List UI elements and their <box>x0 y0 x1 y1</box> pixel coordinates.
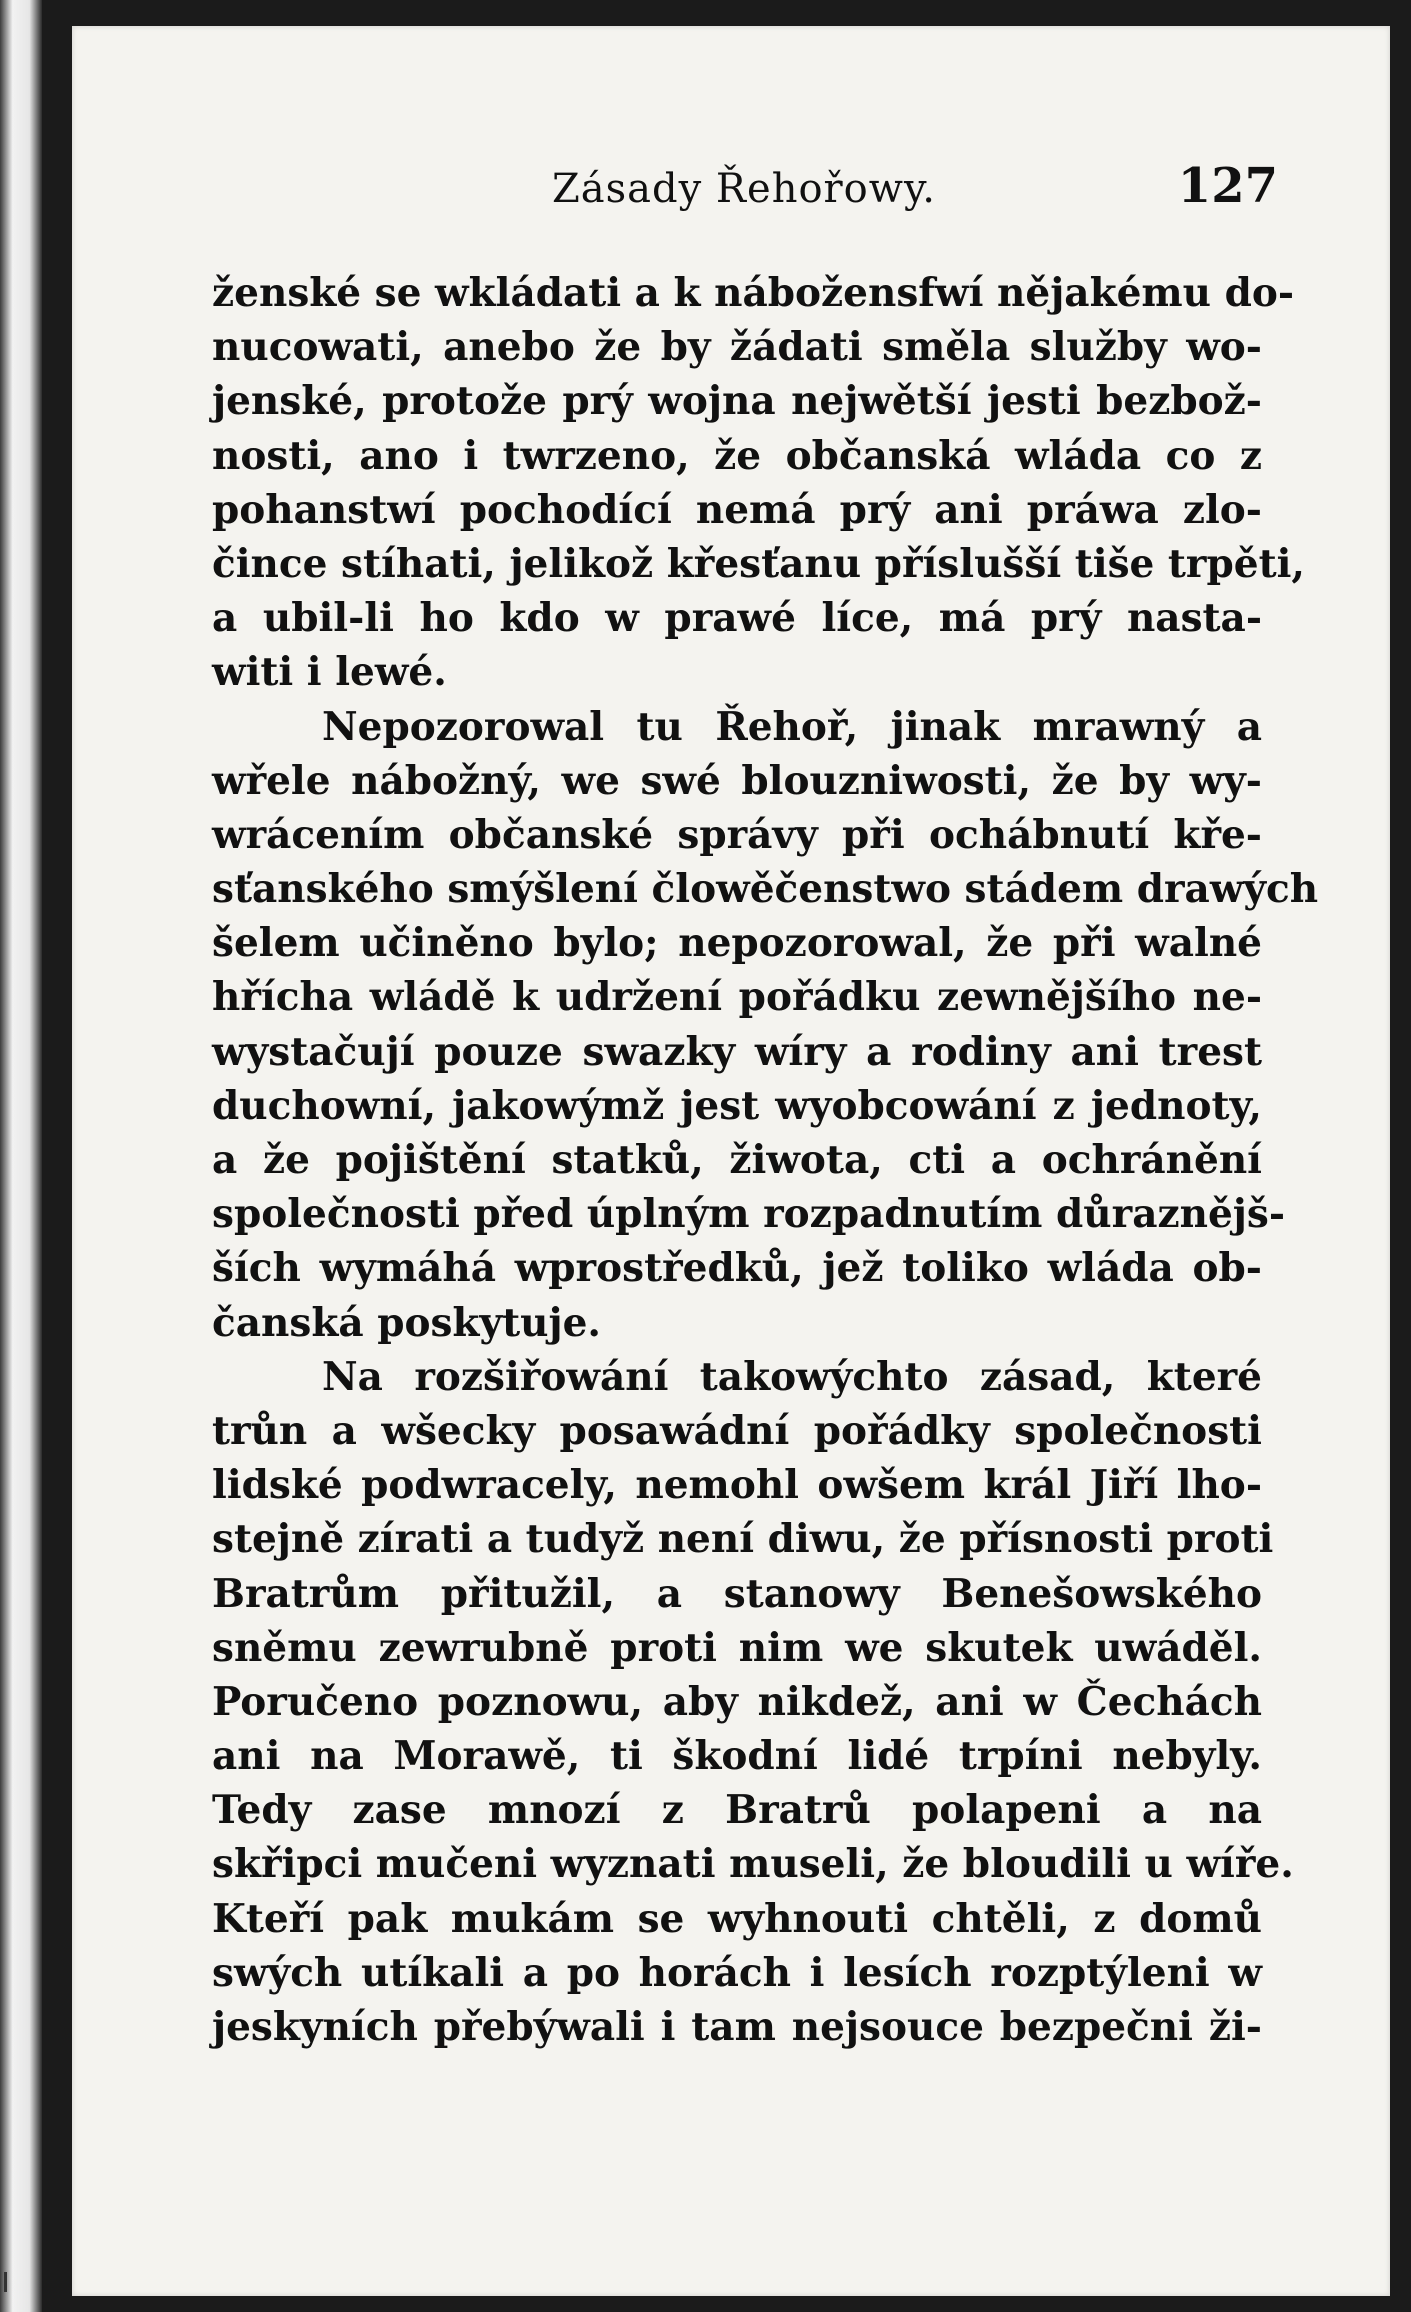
text-line: sněmu zewrubně proti nim we skutek uwáděl. <box>212 1624 1262 1671</box>
paragraph-start-line: Nepozorowal tu Řehoř, jinak mrawný a <box>322 703 1262 750</box>
text-line: čince stíhati, jelikož křesťanu příslušší tiše trpěti, <box>212 540 1305 587</box>
text-line: Tedy zase mnozí z Bratrů polapeni a na <box>212 1787 1262 1834</box>
text-line: trůn a wšecky posawádní pořádky společnosti <box>212 1407 1262 1454</box>
paragraph-start-line: Na rozšiřowání takowýchto zásad, které <box>322 1353 1262 1400</box>
text-line: swých utíkali a po horách i lesích rozptýleni w <box>212 1949 1262 1996</box>
text-line: jeskyních přebýwali i tam nejsouce bezpečni ži- <box>212 2004 1262 2050</box>
text-line: Bratrům přitužil, a stanowy Benešowského <box>212 1570 1262 1617</box>
text-line: šelem učiněno bylo; nepozorowal, že při walné <box>212 920 1262 967</box>
text-line: ženské se wkládati a k nábožensfwí nějakému do- <box>212 270 1295 316</box>
page-header <box>210 152 1278 222</box>
text-line: ani na Morawě, ti škodní lidé trpíni nebyly. <box>212 1733 1262 1780</box>
text-line: witi i lewé. <box>212 649 447 696</box>
text-line: společnosti před úplným rozpadnutím důraznějš- <box>212 1191 1286 1238</box>
text-line: wřele nábožný, we swé blouzniwosti, že by wy- <box>212 757 1262 804</box>
text-line: lidské podwracely, nemohl owšem král Jiří lho- <box>212 1462 1262 1509</box>
text-line: a ubil-li ho kdo w prawé líce, má prý nasta- <box>212 595 1262 642</box>
text-line: pohanstwí pochodící nemá prý ani práwa zlo- <box>212 486 1262 533</box>
text-line: nosti, ano i twrzeno, že občanská wláda co z <box>212 432 1262 479</box>
text-line: stejně zírati a tudyž není diwu, že přísnosti proti <box>212 1516 1274 1563</box>
book-page <box>72 26 1390 2296</box>
text-line: duchowní, jakowýmž jest wyobcowání z jednoty, <box>212 1082 1262 1129</box>
text-line: wrácením občanské správy při ochábnutí kře- <box>212 811 1262 858</box>
text-line: nucowati, anebo že by žádati směla služby wo- <box>212 324 1262 371</box>
text-line: hříchа wládě k udržení pořádku zewnějšího ne- <box>212 974 1262 1021</box>
running-title: Zásady Řehořowy. <box>551 166 936 212</box>
text-line: jenské, protože prý wojna nejwětší jesti bezbož- <box>212 378 1262 425</box>
page-number: 127 <box>1177 158 1278 214</box>
text-line: wystačují pouze swazky wíry a rodiny ani trest <box>212 1028 1262 1075</box>
margin-mark <box>4 2272 15 2292</box>
text-line: Poručeno poznowu, aby nikdež, ani w Čechách <box>212 1678 1262 1725</box>
text-line: sťanského smýšlení člowěčenstwo stádem drawých <box>212 866 1319 913</box>
text-line: Kteří pak mukám se wyhnouti chtěli, z domů <box>212 1895 1262 1942</box>
text-line: a že pojištění statků, žiwota, cti a ochránění <box>212 1137 1262 1183</box>
page-body <box>212 266 1319 2054</box>
text-line: ších wymáhá wprostředků, jež toliko wláda ob- <box>212 1245 1262 1292</box>
text-line: skřipci mučeni wyznati museli, že bloudili u wíře. <box>212 1841 1294 1888</box>
adjacent-page-edge <box>0 0 42 2312</box>
text-line: čanská poskytuje. <box>212 1299 601 1346</box>
